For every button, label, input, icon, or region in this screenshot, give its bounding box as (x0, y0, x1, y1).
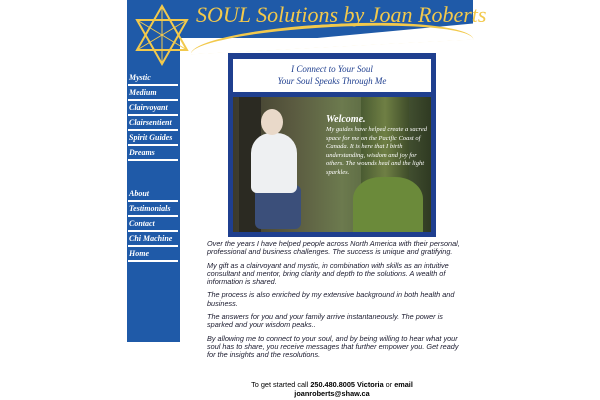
hero-welcome: Welcome. (326, 114, 366, 125)
contact-phone[interactable]: 250.480.8005 Victoria (310, 380, 384, 389)
content-paragraph: By allowing me to connect to your soul, and by being willing to hear what your soul has to share, you receive messages that further empower you. Get ready for the insights and the resolutions. (207, 333, 459, 360)
hero-caption-line2: Your Soul Speaks Through Me (277, 76, 387, 86)
nav-item-clairvoyant[interactable]: Clairvoyant (128, 102, 178, 116)
contact-prefix: To get started call (251, 380, 309, 389)
person-body (251, 133, 297, 193)
nav-item-chi-machine[interactable]: Chi Machine (128, 233, 178, 247)
nav-item-spirit-guides[interactable]: Spirit Guides (128, 132, 178, 146)
content-paragraph: The process is also enriched by my extensive background in both health and business. (207, 290, 455, 308)
nav-item-home[interactable]: Home (128, 248, 178, 262)
person-head (261, 109, 283, 135)
main-content (207, 240, 462, 365)
nav-item-mystic[interactable]: Mystic (128, 72, 178, 86)
contact-email-link[interactable]: joanroberts@shaw.ca (294, 389, 370, 398)
hero-text: My guides have helped create a sacred space for me on the Pacific Coast of Canada. It is here that I birth understanding, wisdom and joy for others. The wounds heal and the light sparkles. (326, 126, 427, 176)
content-paragraph: My gift as a clairvoyant and mystic, in combination with skills as an intuitive consultant and mentor, bring clarity and depth to the solutions. A wealth of information is shared. (207, 260, 449, 287)
star-of-david-icon (131, 2, 193, 68)
contact-line (207, 380, 457, 398)
nav-item-about[interactable]: About (128, 188, 178, 202)
nav-item-testimonials[interactable]: Testimonials (128, 203, 178, 217)
content-paragraph: Over the years I have helped people across North America with their personal, professional and business challenges. The success is unique and gratifying. (207, 239, 460, 257)
nav-item-dreams[interactable]: Dreams (128, 147, 178, 161)
nav-site (128, 188, 178, 263)
contact-email-label: email (394, 380, 413, 389)
nav-item-contact[interactable]: Contact (128, 218, 178, 232)
hero-caption-line1: I Connect to Your Soul (291, 64, 373, 74)
moss-root (353, 177, 423, 232)
nav-item-clairsentient[interactable]: Clairsentient (128, 117, 178, 131)
nav-item-medium[interactable]: Medium (128, 87, 178, 101)
hero-caption (233, 59, 431, 92)
nav-services (128, 72, 178, 162)
content-paragraph: The answers for you and your family arrive instantaneously. The power is sparked and your wisdom peaks.. (207, 312, 443, 330)
contact-connector: or (385, 380, 393, 389)
site-title: SOUL Solutions by Joan Roberts (196, 2, 487, 27)
